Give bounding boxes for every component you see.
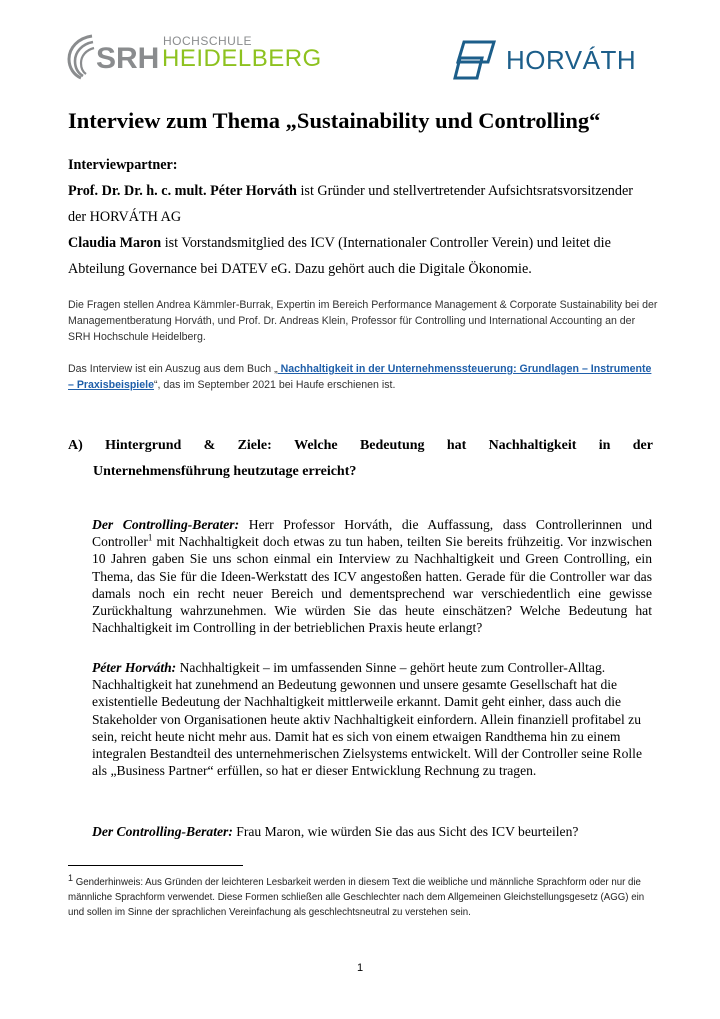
book-reference <box>68 361 658 393</box>
book-suffix: “, das im September 2021 bei Haufe erschienen ist. <box>153 379 396 391</box>
q-word: hat <box>446 438 467 453</box>
paragraph-text: Frau Maron, wie würden Sie das aus Sicht des ICV beurteilen? <box>232 824 579 839</box>
page-number: 1 <box>356 962 364 974</box>
srh-hochschule-label: HOCHSCHULE <box>163 34 253 48</box>
question-a-line2: Unternehmensführung heutzutage erreicht? <box>93 464 357 479</box>
partner-1 <box>68 178 653 230</box>
q-word: Welche <box>294 438 338 453</box>
partner-1-name: Prof. Dr. Dr. h. c. mult. Péter Horváth <box>68 183 297 199</box>
partner-2 <box>68 230 653 282</box>
partner-2-name: Claudia Maron <box>68 235 162 251</box>
paragraph-text: Nachhaltigkeit – im umfassenden Sinne – gehört heute zum Controller-Alltag. Nachhaltigkeit hat zunehmend an Bedeutung gewonnen und unsere gesamte Gesellschaft hat die existentielle Bedeutung der Nachhaltigkeit mittlerweile erkannt. Damit geht einher, dass auch die Stakeholder von Organisationen heute aktiv Nachhaltigkeit einfordern. Allein finanziell profitabel zu sein, reicht heute nicht mehr aus. Damit hat es sich von einem etwaigen Randthema hin zu einem integralen Bestandteil des unternehmerischen Zielsystems entwickelt. Will der Controller seine Rolle als „Business Partner“ erfüllen, so hat er dieser Entwicklung Rechnung zu tragen. <box>92 660 642 779</box>
horvath-mark-icon <box>452 40 496 80</box>
question-a-line1 <box>68 433 653 459</box>
q-word: & <box>203 438 216 453</box>
speaker-label: Der Controlling-Berater: <box>92 517 240 532</box>
paragraph-question-2 <box>92 823 652 840</box>
q-word: der <box>632 438 653 453</box>
q-word: Hintergrund <box>105 438 182 453</box>
paragraph-text: mit Nachhaltigkeit doch etwas zu tun haben, teilten Sie bereits frühzeitig. Vor inzwischen 10 Jahren gaben Sie uns schon einmal ein Interview zu Nachhaltigkeit und Green Controlling, ein Thema, das Sie für die Ideen-Werkstatt des ICV angestoßen hatten. Gerade für die Controller war das damals noch ein recht neuer Bereich und dementsprechend war verschiedentlich eine gewisse Zurückhaltung wahrzunehmen. Wie würden Sie das heute einschätzen? Welche Bedeutung hat Nachhaltigkeit im Controlling in der betrieblichen Praxis heute erlangt? <box>92 534 652 636</box>
footnote-text: Genderhinweis: Aus Gründen der leichteren Lesbarkeit werden in diesem Text die weibliche und männliche Sprachform oder nur die männliche Sprachform verwendet. Diese Formen schließen alle Geschlechter nach dem Allgemeinen Gleichstellungsgesetz (AGG) ein und sollen im Sinne der sprachlichen Vereinfachung als geschlechtsneutral zu verstehen sein. <box>68 877 645 918</box>
footnote-number: 1 <box>68 872 74 883</box>
q-word: Bedeutung <box>359 438 425 453</box>
page-title: Interview zum Thema „Sustainability und Controlling“ <box>68 108 601 133</box>
paragraph-question-1 <box>92 516 652 636</box>
footnote-marker: 1 <box>147 532 153 543</box>
interview-partners <box>68 152 653 282</box>
srh-swoosh-icon <box>66 32 96 80</box>
partner-2-description: ist Vorstandsmitglied des ICV (Internationaler Controller Verein) und leitet die Abteilung Governance bei DATEV eG. Dazu gehört auch die Digitale Ökonomie. <box>68 235 611 277</box>
horvath-logo <box>452 40 637 82</box>
book-prefix: Das Interview ist ein Auszug aus dem Buch „ <box>68 363 278 375</box>
speaker-label: Der Controlling-Berater: <box>92 824 233 839</box>
interviewers-intro: Die Fragen stellen Andrea Kämmler-Burrak, Expertin im Bereich Performance Management & Corporate Sustainability bei der Managementberatung Horváth, und Prof. Dr. Andreas Klein, Professor für Controlling und International Accounting an der SRH Hochschule Heidelberg. <box>68 299 658 343</box>
q-word: Nachhaltigkeit <box>488 438 577 453</box>
footnote-divider <box>68 865 243 866</box>
paragraph-text: Herr Professor Horváth, die Auffassung, dass Controllerinnen und Controller <box>92 517 652 550</box>
partner-1-description: ist Gründer und stellvertretender Aufsichtsratsvorsitzender der HORVÁTH AG <box>68 183 634 225</box>
q-word: A) <box>68 438 83 453</box>
horvath-wordmark: HORVÁTH <box>506 45 637 75</box>
srh-heidelberg-label: HEIDELBERG <box>162 45 322 72</box>
q-word: Ziele: <box>237 438 272 453</box>
paragraph-answer-1 <box>92 659 652 779</box>
partners-heading: Interviewpartner: <box>68 157 178 173</box>
footnote <box>68 872 653 920</box>
section-question-a <box>68 433 653 485</box>
q-word: in <box>598 438 611 453</box>
speaker-label: Péter Horváth: <box>92 660 177 675</box>
book-link[interactable]: Nachhaltigkeit in der Unternehmenssteuerung: Grundlagen – Instrumente – Praxisbeispiele <box>68 363 652 391</box>
srh-heidelberg-logo <box>66 30 322 84</box>
srh-wordmark: SRH <box>96 42 160 75</box>
